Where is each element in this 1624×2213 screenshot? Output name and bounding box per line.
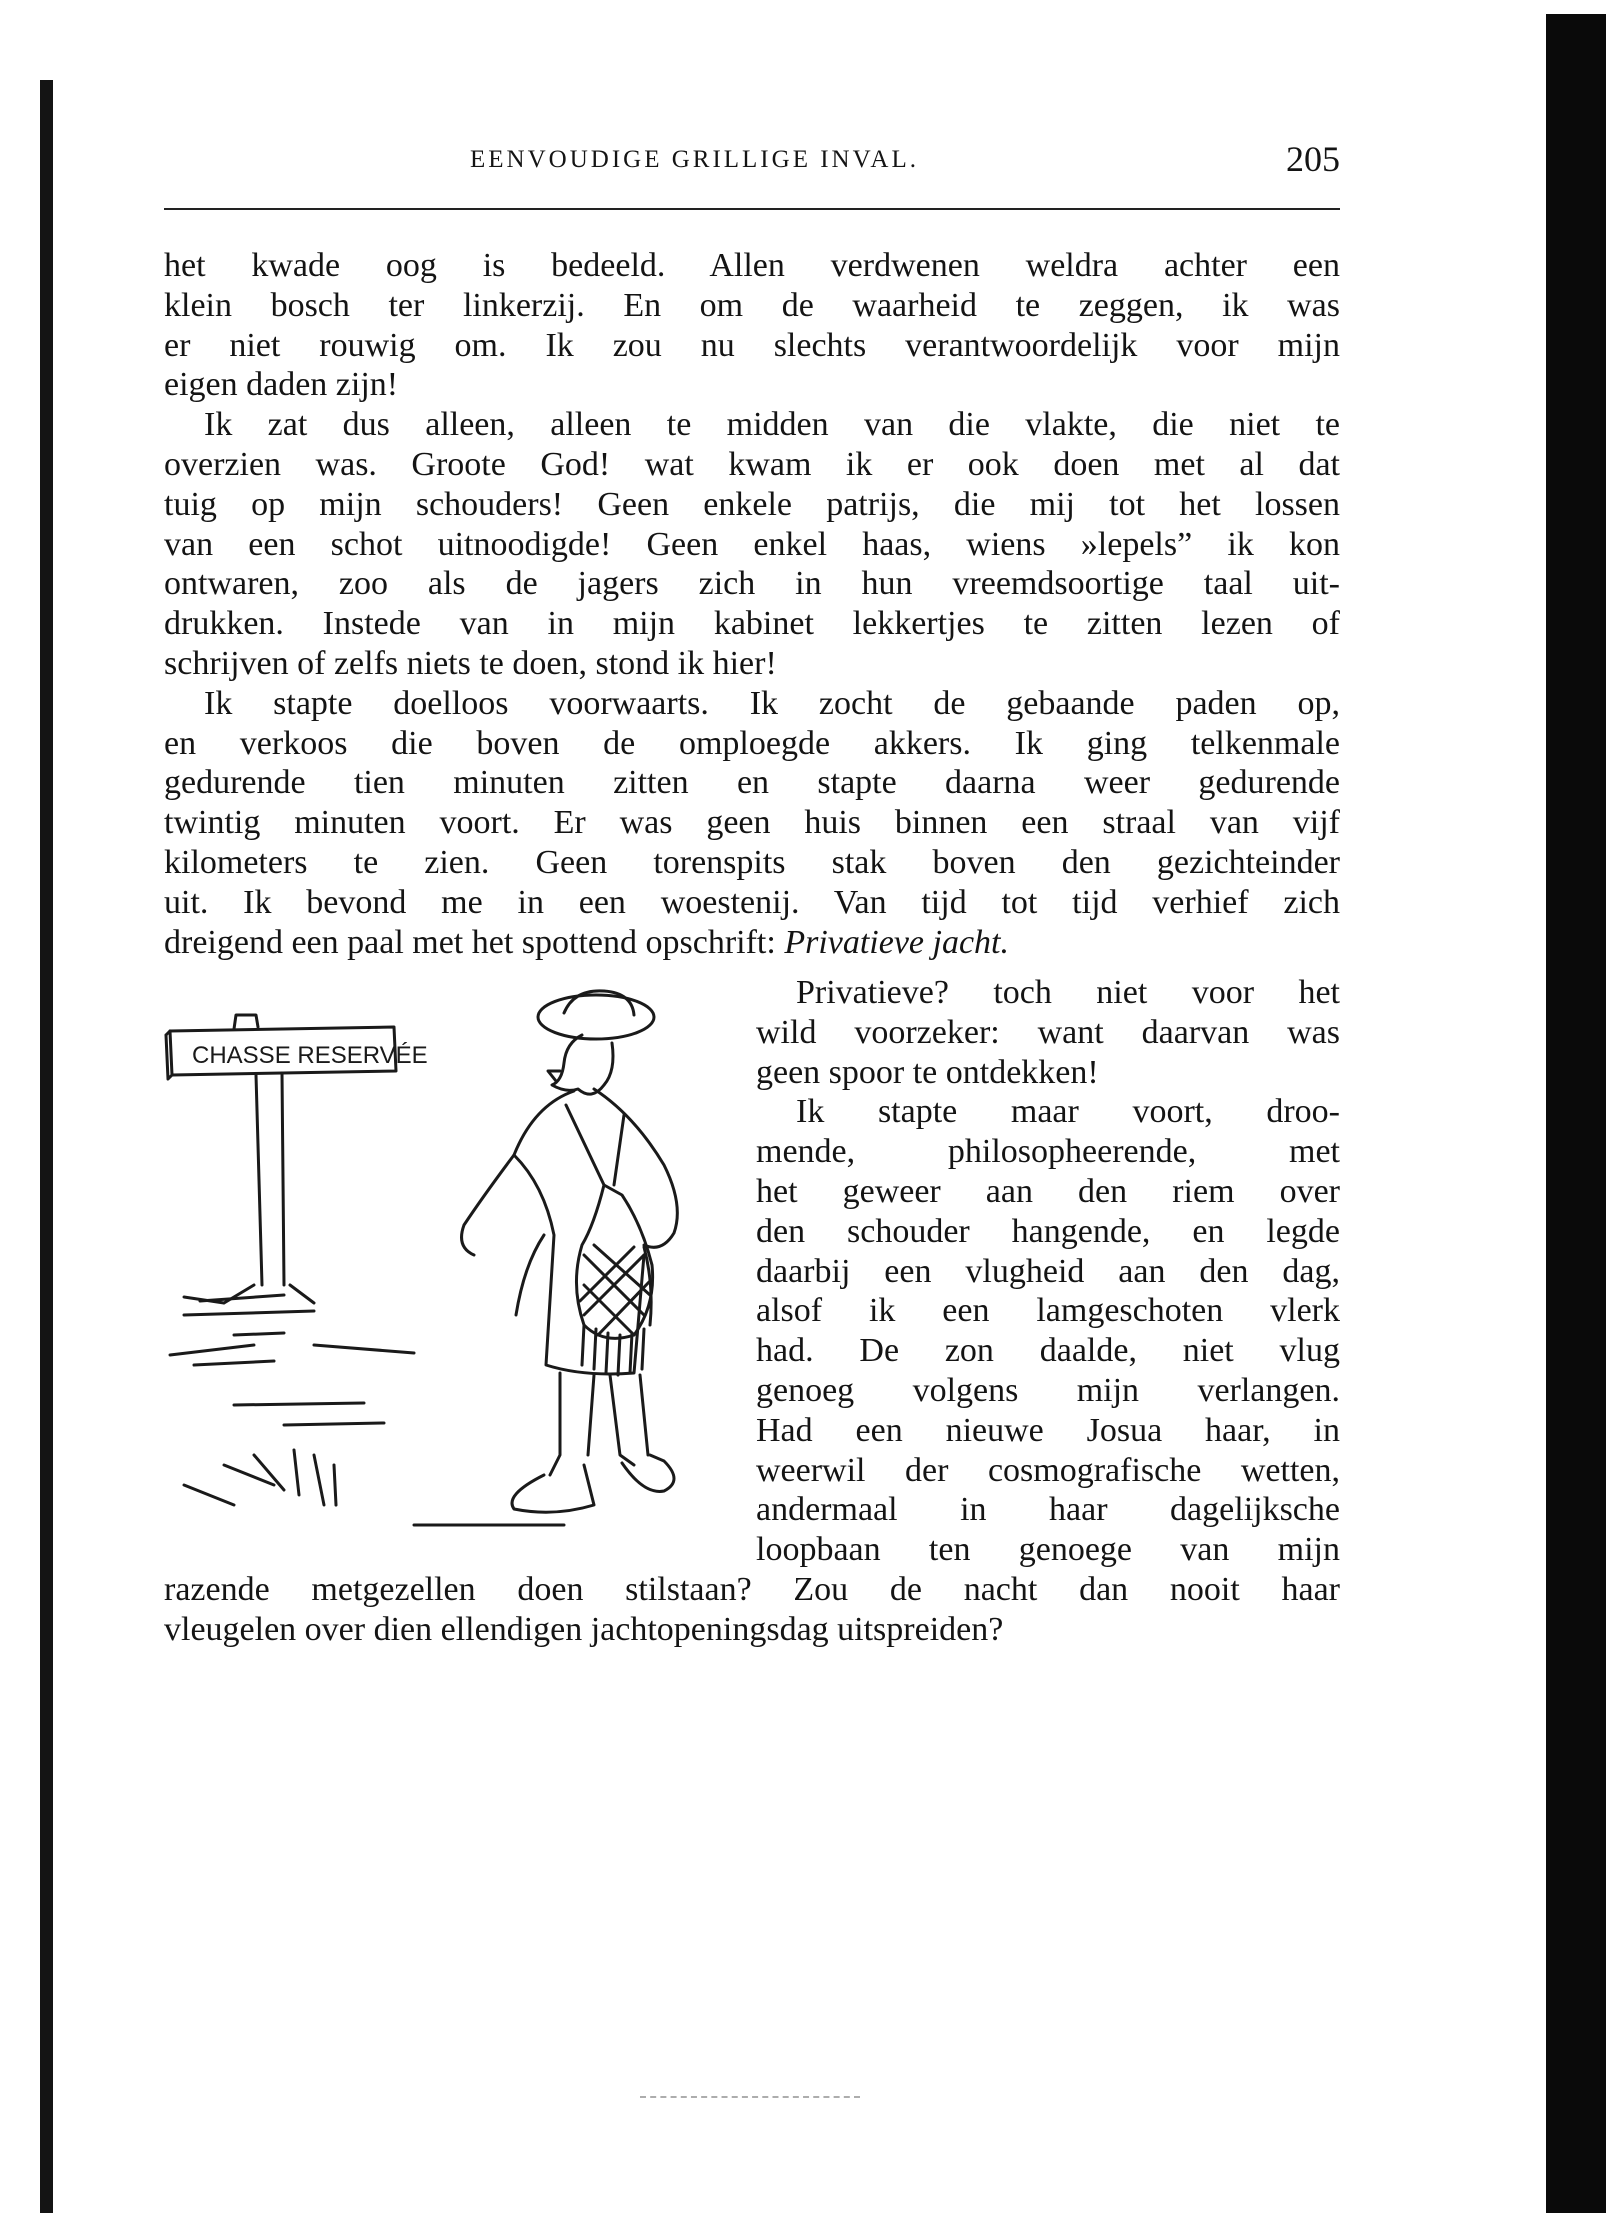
scan-left-edge bbox=[40, 80, 53, 2213]
text-line: razende metgezellen doen stilstaan? Zou de nacht dan nooit haar bbox=[164, 1571, 1340, 1608]
text-line: twintig minuten voort. Er was geen huis binnen een straal van vijf bbox=[164, 804, 1340, 842]
text-line: geen spoor te ontdekken! bbox=[756, 1053, 1099, 1091]
sign-text: CHASSE RESERVÉE bbox=[192, 1042, 428, 1069]
paragraph-4 bbox=[756, 973, 1340, 1092]
text-line: wild voorzeker: want daarvan was bbox=[756, 1013, 1340, 1051]
text-line: er niet rouwig om. Ik zou nu slechts verantwoordelijk voor mijn bbox=[164, 326, 1340, 364]
text-line: uit. Ik bevond me in een woestenij. Van tijd tot tijd verhief zich bbox=[164, 883, 1340, 921]
text-line: Ik stapte maar voort, droo- bbox=[796, 1093, 1340, 1131]
text-line: vleugelen over dien ellendigen jachtopeningsdag uitspreiden? bbox=[164, 1610, 1004, 1648]
text-line: overzien was. Groote God! wat kwam ik er ook doen met al dat bbox=[164, 445, 1340, 483]
text-line: andermaal in haar dagelijksche bbox=[756, 1491, 1340, 1529]
italic-phrase: Privatieve jacht. bbox=[784, 923, 1009, 961]
text-line: weerwil der cosmografische wetten, bbox=[756, 1451, 1340, 1489]
scan-right-edge bbox=[1546, 14, 1606, 2213]
text-line: mende, philosopheerende, met bbox=[756, 1133, 1340, 1171]
sign-post bbox=[256, 1073, 284, 1285]
running-head bbox=[160, 136, 1340, 186]
text-line: tuig op mijn schouders! Geen enkele patrijs, die mij tot het lossen bbox=[164, 485, 1340, 523]
text-line: Ik stapte doelloos voorwaarts. Ik zocht de gebaande paden op, bbox=[204, 684, 1340, 722]
text-line: Ik zat dus alleen, alleen te midden van die vlakte, die niet te bbox=[204, 406, 1340, 444]
text-line: daarbij een vlugheid aan den dag, bbox=[756, 1252, 1340, 1290]
text-line: het kwade oog is bedeeld. Allen verdwenen weldra achter een bbox=[164, 247, 1340, 284]
text-line: Had een nieuwe Josua haar, in bbox=[756, 1411, 1340, 1449]
text-line: schrijven of zelfs niets te doen, stond ik hier! bbox=[164, 644, 777, 682]
footer-mark bbox=[640, 2096, 860, 2100]
text-line-last bbox=[164, 923, 1340, 963]
text-line: Privatieve? toch niet voor het bbox=[796, 974, 1340, 1011]
paragraph-3 bbox=[164, 684, 1340, 963]
text-line: had. De zon daalde, niet vlug bbox=[756, 1332, 1340, 1370]
wrapped-column bbox=[756, 973, 1340, 1570]
text-line: eigen daden zijn! bbox=[164, 366, 399, 404]
text-line: loopbaan ten genoege van mijn bbox=[756, 1531, 1340, 1569]
text-line: drukken. Instede van in mijn kabinet lekkertjes te zitten lezen of bbox=[164, 605, 1340, 643]
body-text bbox=[164, 246, 1340, 962]
text-line: en verkoos die boven de omploegde akkers. Ik ging telkenmale bbox=[164, 724, 1340, 762]
page-number: 205 bbox=[1286, 139, 1340, 179]
paragraph-5-continued bbox=[164, 1570, 1340, 1650]
hunter-drawing bbox=[164, 985, 730, 1580]
text-line: van een schot uitnoodigde! Geen enkel haas, wiens »lepels” ik kon bbox=[164, 525, 1340, 563]
text-line: het geweer aan den riem over bbox=[756, 1172, 1340, 1210]
running-title: EENVOUDIGE GRILLIGE INVAL. bbox=[470, 146, 919, 173]
paragraph-5-full bbox=[164, 1570, 1340, 1650]
text-line: ontwaren, zoo als de jagers zich in hun vreemdsoortige taal uit- bbox=[164, 565, 1340, 603]
paragraph-5-wrapped bbox=[756, 1092, 1340, 1570]
text-line: klein bosch ter linkerzij. En om de waarheid te zeggen, ik was bbox=[164, 286, 1340, 324]
text-line-plain: dreigend een paal met het spottend opschrift: bbox=[164, 923, 776, 961]
text-line: den schouder hangende, en legde bbox=[756, 1212, 1340, 1250]
paragraph-1 bbox=[164, 246, 1340, 405]
text-line: alsof ik een lamgeschoten vlerk bbox=[756, 1292, 1340, 1330]
hunter-illustration bbox=[164, 985, 730, 1580]
header-rule bbox=[164, 208, 1340, 210]
text-line: kilometers te zien. Geen torenspits stak boven den gezichteinder bbox=[164, 843, 1340, 881]
text-line: genoeg volgens mijn verlangen. bbox=[756, 1371, 1340, 1409]
paragraph-2 bbox=[164, 405, 1340, 684]
text-line: gedurende tien minuten zitten en stapte daarna weer gedurende bbox=[164, 764, 1340, 802]
